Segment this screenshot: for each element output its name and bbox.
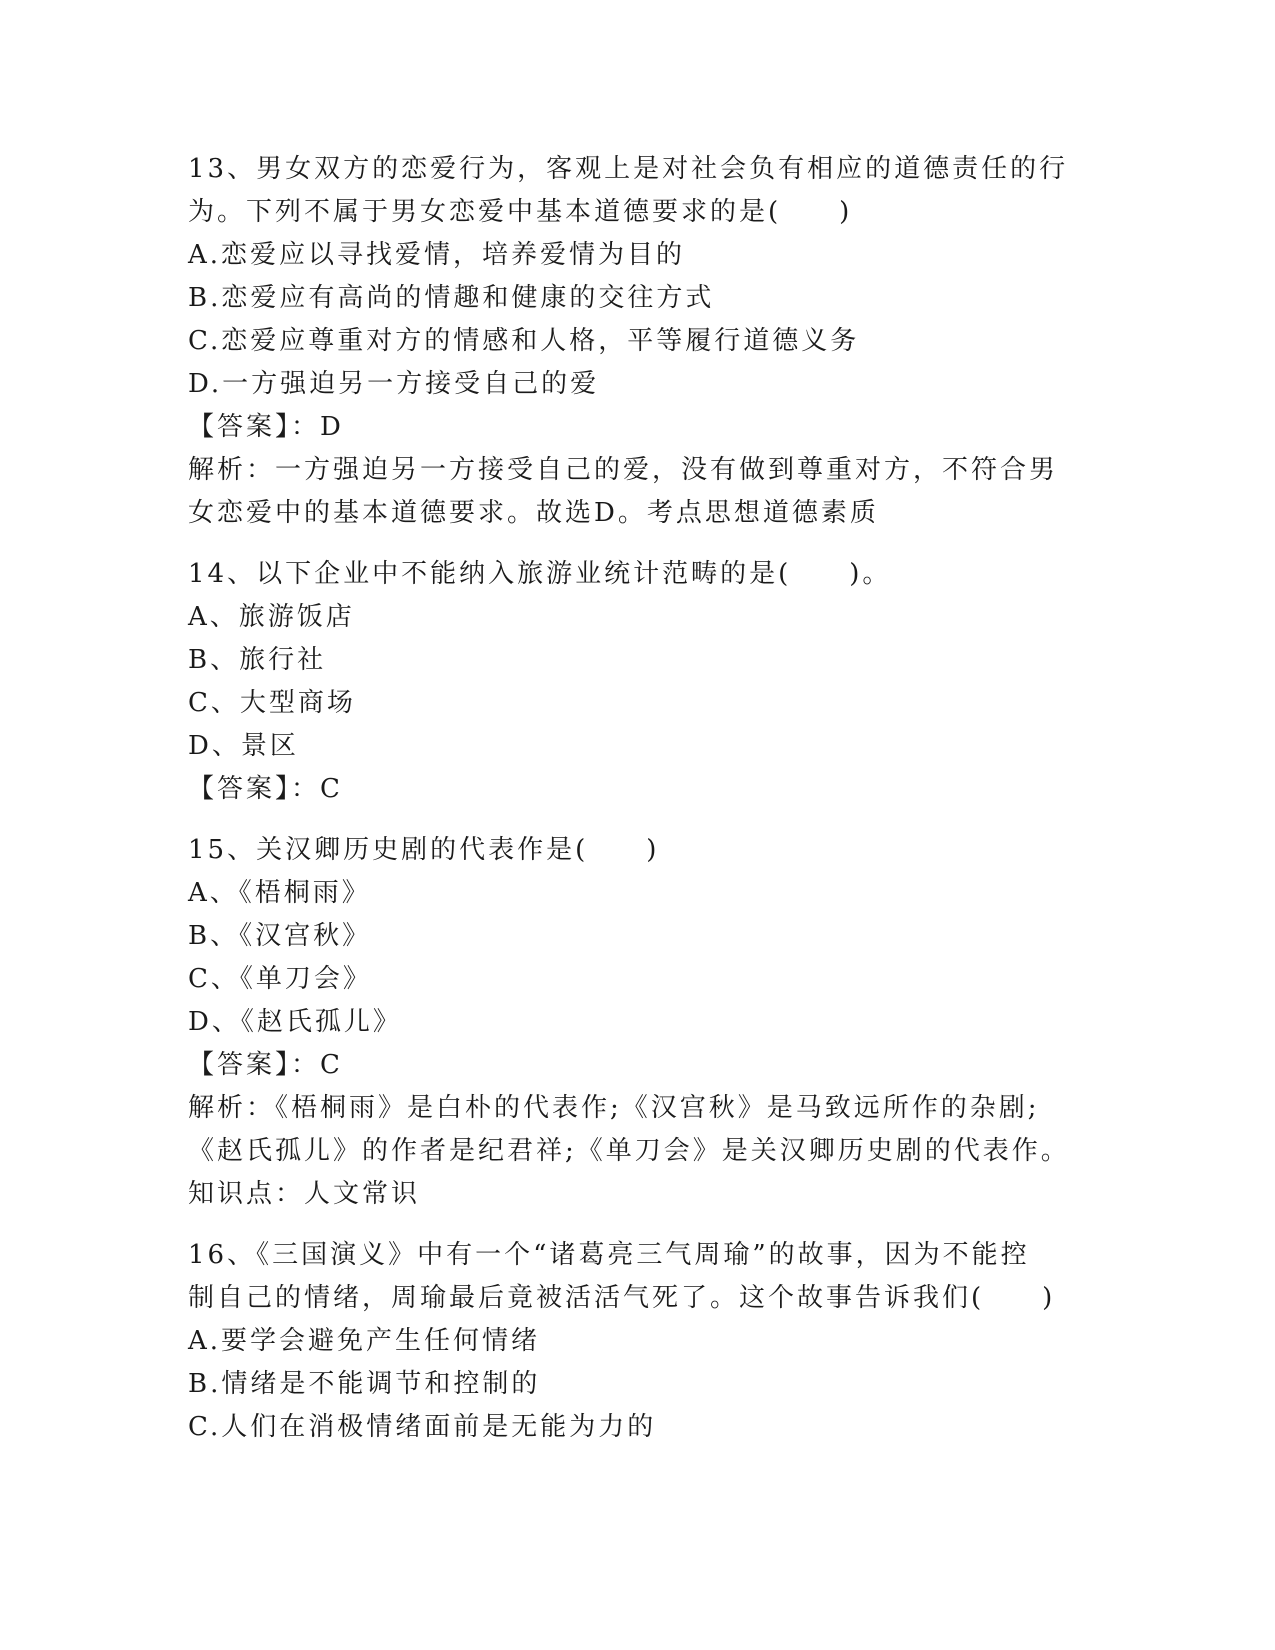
analysis: 知识点：人文常识 [188,1179,421,1209]
option-c: C、大型商场 [188,688,356,718]
question-16 [188,1234,1068,1449]
option-c: C.人们在消极情绪面前是无能为力的 [188,1412,657,1442]
option-b: B.情绪是不能调节和控制的 [188,1369,541,1399]
analysis: 《赵氏孤儿》的作者是纪君祥;《单刀会》是关汉卿历史剧的代表作。 [188,1136,1070,1166]
question-13 [188,148,1068,535]
option-b: B.恋爱应有高尚的情趣和健康的交往方式 [188,283,715,313]
option-b: B、《汉宫秋》 [188,921,372,951]
question-stem: 13、男女双方的恋爱行为，客观上是对社会负有相应的道德责任的行 [188,154,1069,184]
option-c: C、《单刀会》 [188,964,372,994]
question-14 [188,553,1068,811]
analysis: 解析：《梧桐雨》是白朴的代表作;《汉宫秋》是马致远所作的杂剧; [188,1093,1040,1123]
question-stem: 制自己的情绪，周瑜最后竟被活活气死了。这个故事告诉我们( ) [188,1283,1056,1313]
option-d: D.一方强迫另一方接受自己的爱 [188,369,600,399]
answer: 【答案】：C [188,1050,343,1080]
analysis: 解析：一方强迫另一方接受自己的爱，没有做到尊重对方，不符合男 [188,455,1059,485]
answer: 【答案】：D [188,412,344,442]
option-a: A.要学会避免产生任何情绪 [188,1326,541,1356]
option-a: A、旅游饭店 [188,602,355,632]
option-c: C.恋爱应尊重对方的情感和人格，平等履行道德义务 [188,326,860,356]
question-stem: 为。下列不属于男女恋爱中基本道德要求的是( ) [188,197,853,227]
option-a: A.恋爱应以寻找爱情，培养爱情为目的 [188,240,686,270]
question-15 [188,829,1068,1216]
option-d: D、景区 [188,731,299,761]
question-stem: 16、《三国演义》中有一个“诸葛亮三气周瑜”的故事，因为不能控 [188,1240,1030,1270]
option-b: B、旅行社 [188,645,327,675]
question-stem: 15、关汉卿历史剧的代表作是( ) [188,835,660,865]
option-d: D、《赵氏孤儿》 [188,1007,402,1037]
option-a: A、《梧桐雨》 [188,878,371,908]
answer: 【答案】：C [188,774,343,804]
document-page [188,148,1068,1449]
analysis: 女恋爱中的基本道德要求。故选D。考点思想道德素质 [188,498,879,528]
question-stem: 14、以下企业中不能纳入旅游业统计范畴的是( )。 [188,559,892,589]
